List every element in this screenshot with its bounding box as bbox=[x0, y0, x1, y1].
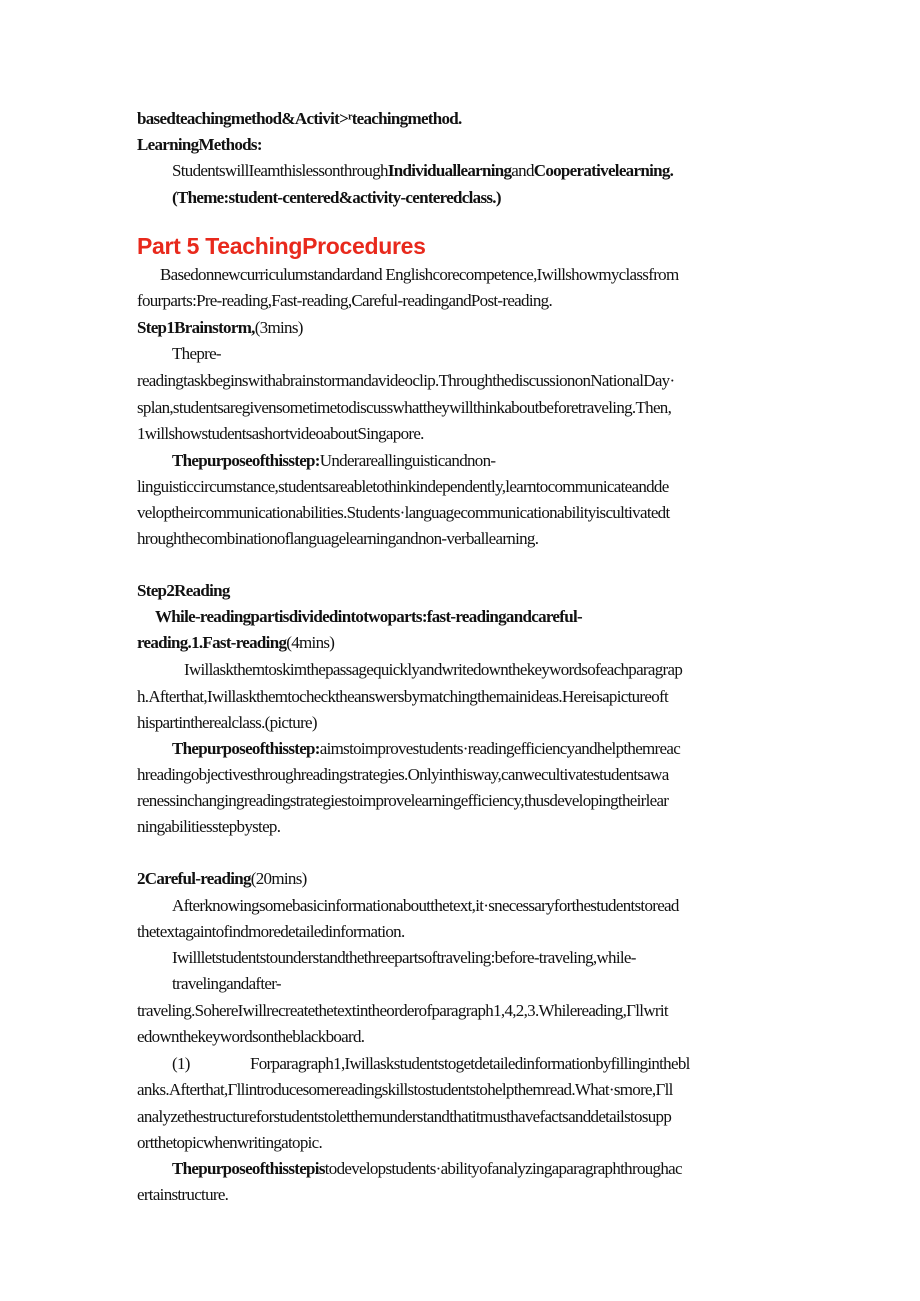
text-line: ertainstructure. bbox=[137, 1185, 229, 1204]
text-line: Thepurposeofthisstep:Underareallinguisticandnon- bbox=[172, 451, 496, 470]
text-line: Thepurposeofthisstep:aimstoimprovestudents·readingefficiencyandhelpthemreac bbox=[172, 739, 681, 758]
text-line: Forparagraph1,Iwillaskstudentstogetdetailedinformationbyfillingintheb​l bbox=[250, 1054, 690, 1073]
text-line: hreadingobjectivesthroughreadingstrategies.Onlyinthisway,canwecultivatestudentsawa bbox=[137, 765, 669, 784]
text-line: Basedonnewcurriculumstandardand Englishcorecompetence,Iwillshowmyclassfrom bbox=[160, 265, 679, 284]
text-line: veloptheircommunicationabilities.Students·languagecommunicationabilityiscultivatedt bbox=[137, 503, 670, 522]
text-line: Thepre- bbox=[172, 344, 221, 363]
text-line: StudentswillIeamthislessonthroughIndividuallearningandCooperativelearning. bbox=[172, 161, 674, 180]
step-title: Step1Brainstorm,(3mins) bbox=[137, 318, 303, 337]
learning-methods-label: LearningMethods: bbox=[137, 135, 262, 154]
theme-line: (Theme:student-centered&activity-centeredclass.) bbox=[172, 188, 501, 207]
text-line: splan,studentsaregivensometimetodiscusswhattheywillthinkaboutbeforetraveling.Then, bbox=[137, 398, 672, 417]
text-line: Thepurposeofthisstepistodevelopstudents·abilityofanalyzingaparagraphthroughac bbox=[172, 1159, 682, 1178]
text-line: basedteachingmethod&Activit>ʳteachingmethod. bbox=[137, 109, 462, 128]
text-line: While-readingpartisdividedintotwoparts:fast-readingandcareful- bbox=[155, 607, 582, 626]
text-line: analyzethestructureforstudentstoletthemunderstandthatitmusthavefactsanddetailstosupp bbox=[137, 1107, 672, 1126]
text-line: traveling.SohereIwillrecreatethetextintheorderofparagraph1,4,2,3.Whilereading,Γllwrit bbox=[137, 1001, 668, 1020]
section-heading: Part 5 TeachingProcedures bbox=[137, 233, 426, 259]
step-title: 2Careful-reading(20mins) bbox=[137, 869, 307, 888]
text-line: ortthetopicwhenwritingatopic. bbox=[137, 1133, 323, 1152]
text-line: linguisticcircumstance,studentsareabletothinkindependently,learntocommunicateandde bbox=[137, 477, 669, 496]
text-line: anks.Afterthat,Γllintroducesomereadingskillstostudentstohelpthemread.What·smore,Γll bbox=[137, 1080, 673, 1099]
text-line: Afterknowingsomebasicinformationaboutthetext,it·snecessaryforthestudentstoread bbox=[172, 896, 679, 915]
text-line: hispartintherealclass.(picture) bbox=[137, 713, 317, 732]
text-line: Iwillletstudentstounderstandthethreepartsoftraveling:before-traveling,while- bbox=[172, 948, 636, 967]
text-line: hroughthecombinationoflanguagelearningandnon-verballearning. bbox=[137, 529, 539, 548]
text-line: travelingandafter- bbox=[172, 974, 281, 993]
text-line: readingtaskbeginswithabrainstormandavideoclip.ThroughthediscussiononNationalDay· bbox=[137, 371, 675, 390]
text-line: h.Afterthat,Iwillaskthemtochecktheanswersbymatchingthemainideas.Hereisapictureoft bbox=[137, 687, 669, 706]
text-line: 1willshowstudentsashortvideoaboutSingapore. bbox=[137, 424, 424, 443]
text-line: edownthekeywordsontheblackboard. bbox=[137, 1027, 365, 1046]
text-line: thetextagaintofindmoredetailedinformation. bbox=[137, 922, 405, 941]
text-line: renessinchangingreadingstrategiestoimprovelearningefficiency,thusdevelopingtheirlear bbox=[137, 791, 669, 810]
step-title: Step2Reading bbox=[137, 581, 230, 600]
text-line: reading.1.Fast-reading(4mins) bbox=[137, 633, 335, 652]
text-line: fourparts:Pre-reading,Fast-reading,Careful-readingandPost-reading. bbox=[137, 291, 552, 310]
text-line: ningabilitiesstepbystep. bbox=[137, 817, 281, 836]
item-number: (1) bbox=[172, 1054, 190, 1073]
text-line: Iwillaskthemtoskimthepassagequicklyandwritedownthekeywordsofeachparagrap bbox=[184, 660, 683, 679]
